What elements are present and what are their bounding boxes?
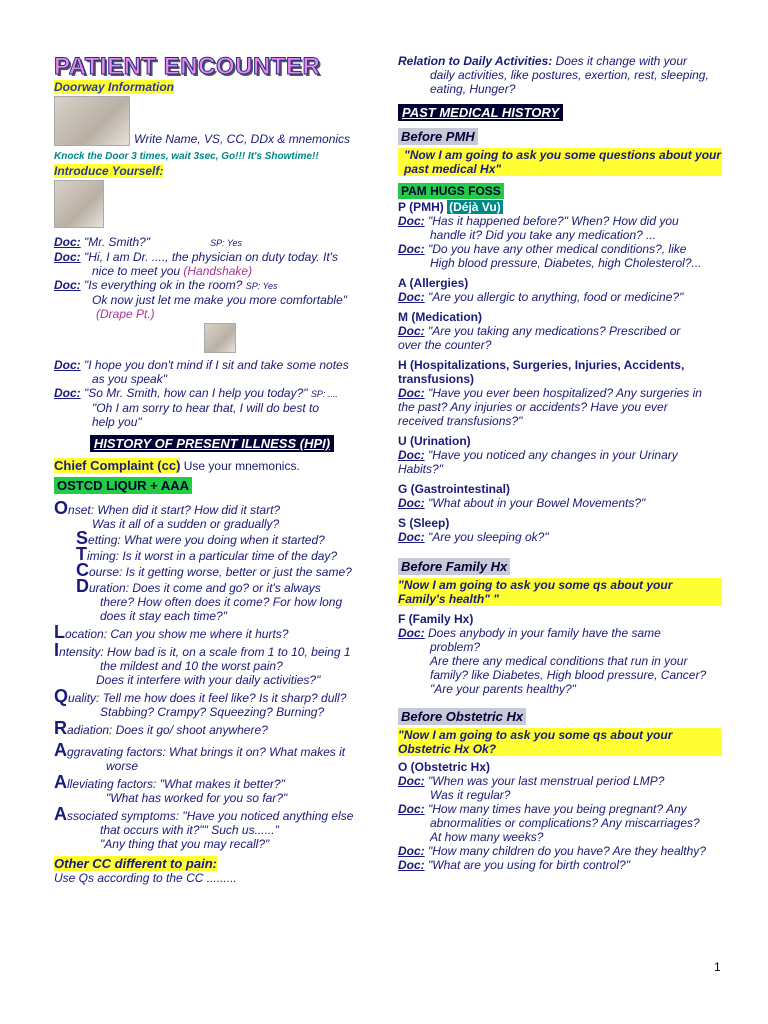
dialogue-line: nice to meet you xyxy=(92,264,184,278)
doc-label: Doc: xyxy=(54,358,81,372)
before-pmh-label: Before PMH xyxy=(398,128,478,145)
dialogue-line: "Do you have any other medical conditions?, like xyxy=(424,242,687,256)
mnemonic-badge: OSTCD LIQUR + AAA xyxy=(54,477,192,494)
associated-line: ssociated symptoms: "Have you noticed anything else xyxy=(67,809,354,823)
introduction-photo xyxy=(54,180,104,228)
quality-line-2: Stabbing? Crampy? Squeezing? Burning? xyxy=(100,705,325,719)
dialogue-line: "Are you allergic to anything, food or medicine?" xyxy=(424,290,684,304)
obstetric-quote: "Now I am going to ask you some qs about your Obstetric Hx Ok? xyxy=(398,728,722,756)
doc-label: Doc: xyxy=(54,235,81,249)
relation-label: Relation to Daily Activities: xyxy=(398,54,553,68)
right-column xyxy=(398,54,722,872)
duration-line-2: there? How often does it come? For how long xyxy=(100,595,343,609)
duration-line-3: does it stay each time?" xyxy=(100,609,227,623)
doc-label: Doc: xyxy=(398,774,425,788)
f-label: F (Family Hx) xyxy=(398,612,474,626)
dialogue-line: Does anybody in your family have the same xyxy=(424,626,661,640)
write-name-note: Write Name, VS, CC, DDx & mnemonics xyxy=(134,132,351,146)
handshake-note: (Handshake) xyxy=(183,264,253,278)
s-label: S (Sleep) xyxy=(398,516,450,530)
deja-vu-badge: (Déjà Vu) xyxy=(449,200,501,214)
sp-response: SP: .... xyxy=(310,389,338,399)
location-line: ocation: Can you show me where it hurts? xyxy=(65,627,289,641)
dialogue-line: "How many times have you being pregnant? Any xyxy=(424,802,687,816)
dialogue-line: handle it? Did you take any medication? ... xyxy=(430,228,657,242)
dialogue-line: "Has it happened before?" When? How did you xyxy=(424,214,679,228)
o-label: O (Obstetric Hx) xyxy=(398,760,491,774)
dialogue-line: Habits?" xyxy=(398,462,443,476)
onset-line-2: Was it all of a sudden or gradually? xyxy=(92,517,280,531)
h-label-2: transfusions) xyxy=(398,372,475,386)
doorway-heading: Doorway Information xyxy=(54,80,175,94)
other-cc-heading: Other CC different to pain: xyxy=(54,856,217,871)
relation-text-2: daily activities, like postures, exertion, rest, sleeping, xyxy=(430,68,709,82)
m-label: M (Medication) xyxy=(398,310,482,324)
doc-label: Doc: xyxy=(398,496,425,510)
dialogue-line: the past? Any injuries or accidents? Have you ever xyxy=(398,400,668,414)
doc-label: Doc: xyxy=(54,278,81,292)
pam-hugs-foss-badge: PAM HUGS FOSS xyxy=(398,183,504,199)
course-line: ourse: Is it getting worse, better or just the same? xyxy=(89,565,352,579)
before-family-label: Before Family Hx xyxy=(398,558,510,575)
hpi-heading: HISTORY OF PRESENT ILLNESS (HPI) xyxy=(90,435,334,452)
aggravating-line: ggravating factors: What brings it on? What makes it xyxy=(67,745,346,759)
alleviating-line: lleviating factors: "What makes it better?" xyxy=(67,777,285,791)
dialogue-line: "Have you noticed any changes in your Urinary xyxy=(424,448,678,462)
drape-note: (Drape Pt.) xyxy=(96,307,155,321)
dialogue-line: family? like Diabetes, High blood pressure, Cancer? xyxy=(430,668,707,682)
doc-label: Doc: xyxy=(54,250,81,264)
dialogue-line: help you" xyxy=(92,415,142,429)
doc-label: Doc: xyxy=(398,858,425,872)
duration-line: uration: Does it come and go? or it's always xyxy=(89,581,321,595)
relation-text-3: eating, Hunger? xyxy=(430,82,516,96)
intensity-line: ntensity: How bad is it, on a scale from 1 to 10, being 1 xyxy=(59,645,351,659)
dialogue-line: "Mr. Smith?" xyxy=(80,235,151,249)
dialogue-line: "I hope you don't mind if I sit and take some notes xyxy=(80,358,349,372)
page-title: PATIENT ENCOUNTER xyxy=(54,53,321,80)
doc-label: Doc: xyxy=(398,386,425,400)
other-cc-note: Use Qs according to the CC ......... xyxy=(54,871,237,885)
dialogue-line: "What are you using for birth control?" xyxy=(424,858,630,872)
family-quote: "Now I am going to ask you some qs about your Family's health" " xyxy=(398,578,722,606)
dialogue-line: "Oh I am sorry to hear that, I will do best to xyxy=(92,401,320,415)
dialogue-line: High blood pressure, Diabetes, high Cholesterol?... xyxy=(430,256,702,270)
introduce-heading: Introduce Yourself: xyxy=(54,164,164,178)
doc-label: Doc: xyxy=(398,448,425,462)
onset-line: nset: When did it start? How did it start? xyxy=(68,503,281,517)
doc-label: Doc: xyxy=(398,324,425,338)
relation-text: Does it change with your xyxy=(552,54,688,68)
dialogue-line: received transfusions?" xyxy=(398,414,523,428)
quality-line: uality: Tell me how does it feel like? Is it sharp? dull? xyxy=(68,691,347,705)
dialogue-line: abnormalities or complications? Any miscarriages? xyxy=(430,816,700,830)
before-obstetric-label: Before Obstetric Hx xyxy=(398,708,526,725)
dialogue-line: "Have you ever been hospitalized? Any surgeries in xyxy=(424,386,702,400)
dialogue-line: Was it regular? xyxy=(430,788,511,802)
doc-label: Doc: xyxy=(398,530,425,544)
timing-line: iming: Is it worst in a particular time of the day? xyxy=(87,549,338,563)
dialogue-line: "When was your last menstrual period LMP? xyxy=(424,774,665,788)
dialogue-line: Ok now just let me make you more comfortable" xyxy=(92,293,348,307)
dialogue-line: "Is everything ok in the room? xyxy=(80,278,243,292)
h-label: H (Hospitalizations, Surgeries, Injuries, Accidents, xyxy=(398,358,685,372)
doc-label: Doc: xyxy=(398,290,425,304)
intensity-line-3: Does it interfere with your daily activities?" xyxy=(96,673,321,687)
dialogue-line: "Are your parents healthy?" xyxy=(430,682,576,696)
sp-response: SP: Yes xyxy=(210,238,242,248)
dialogue-line: as you speak" xyxy=(92,372,167,386)
alleviating-line-2: "What has worked for you so far?" xyxy=(106,791,288,805)
a-label: A (Allergies) xyxy=(398,276,469,290)
associated-line-2: that occurs with it?"" Such us......" xyxy=(100,823,279,837)
doc-label: Doc: xyxy=(398,626,425,640)
dialogue-line: Are there any medical conditions that run in your xyxy=(430,654,688,668)
dialogue-line: problem? xyxy=(430,640,481,654)
u-label: U (Urination) xyxy=(398,434,471,448)
knock-note: Knock the Door 3 times, wait 3sec, Go!!! It's Showtime!! xyxy=(54,151,319,162)
dialogue-line: over the counter? xyxy=(398,338,492,352)
dialogue-line: "Are you taking any medications? Prescribed or xyxy=(424,324,681,338)
chief-complaint-note: Use your mnemonics. xyxy=(180,459,300,473)
intensity-line-2: the mildest and 10 the worst pain? xyxy=(100,659,283,673)
dialogue-line: "Are you sleeping ok?" xyxy=(424,530,549,544)
radiation-line: adiation: Does it go/ shoot anywhere? xyxy=(67,723,268,737)
page-number: 1 xyxy=(714,960,721,974)
doc-label: Doc: xyxy=(54,386,81,400)
sp-response: SP: Yes xyxy=(245,281,278,291)
setting-line: etting: What were you doing when it started? xyxy=(88,533,325,547)
doc-label: Doc: xyxy=(398,214,425,228)
dialogue-line: "How many children do you have? Are they healthy? xyxy=(424,844,706,858)
dialogue-line: "Hi, I am Dr. ...., the physician on duty today. It's xyxy=(80,250,338,264)
pmh-heading: PAST MEDICAL HISTORY xyxy=(398,104,563,121)
g-label: G (Gastrointestinal) xyxy=(398,482,511,496)
associated-line-3: "Any thing that you may recall?" xyxy=(100,837,270,851)
chief-complaint-label: Chief Complaint (cc) xyxy=(54,458,181,473)
doc-label: Doc: xyxy=(398,242,425,256)
drape-photo xyxy=(204,323,236,353)
pmh-quote: "Now I am going to ask you some questions about your past medical Hx" xyxy=(398,148,722,176)
dialogue-line: At how many weeks? xyxy=(430,830,544,844)
dialogue-line: "What about in your Bowel Movements?" xyxy=(424,496,646,510)
left-column: PATIENT ENCOUNTER Doorway Information Write Name, VS, CC, DDx & mnemonics Knock the Door 3 times, wait 3sec, Go!!! It's Showtime!! Introduce Yourself: Doc: "Mr. Smith?" SP: Yes Doc: "Hi, I am Dr. ...., the physician on duty today. It's nice to meet you (Handshake) Doc: "Is everything ok in the room? SP: Yes Ok now just let me make you more comfortable" (Drape Pt.) Doc: "I hope you don't mind if I sit and take some notes as you speak" Doc: "So Mr. Smith, how can I help you today?" SP: .... "Oh I am sorry to hear that, I will do best to help you" HISTORY OF PRESENT ILLNESS (HPI) Chief Complaint (cc) Use your mnemonics. OSTCD LIQUR + AAA Onset: When did it start? How did it start? Was it all of a sudden or gradually? Setting: What were you doing when it started? Timing: Is it worst in a particular time of the day? Course: Is it getting worse, better or just the same? Duration: Does it come and go? or it's always there? How often does it come? For how long does it stay each time?" Location: Can you show me where it hurts? Intensity: How bad is it, on a scale from 1 to 10, being 1 the mildest and 10 the worst pain? Does it interfere with your daily activities?" Quality: Tell me how does it feel like? Is it sharp? dull? Stabbing? Crampy? Squeezing? Burning? Radiation: Does it go/ shoot anywhere? Aggravating factors: What brings it on? What makes it worse Alleviating factors: "What makes it better?" "What has worked for you so far?" Associated symptoms: "Have you noticed anything else that occurs with it?"" Such us......" "Any thing that you may recall?" Other CC different to pain: Use Qs according to the CC ......... xyxy=(54,54,370,885)
p-label: P (PMH) xyxy=(398,200,444,214)
doc-label: Doc: xyxy=(398,802,425,816)
doorway-photo xyxy=(54,96,130,146)
dialogue-line: "So Mr. Smith, how can I help you today?" xyxy=(80,386,308,400)
aggravating-line-2: worse xyxy=(106,759,139,773)
doc-label: Doc: xyxy=(398,844,425,858)
